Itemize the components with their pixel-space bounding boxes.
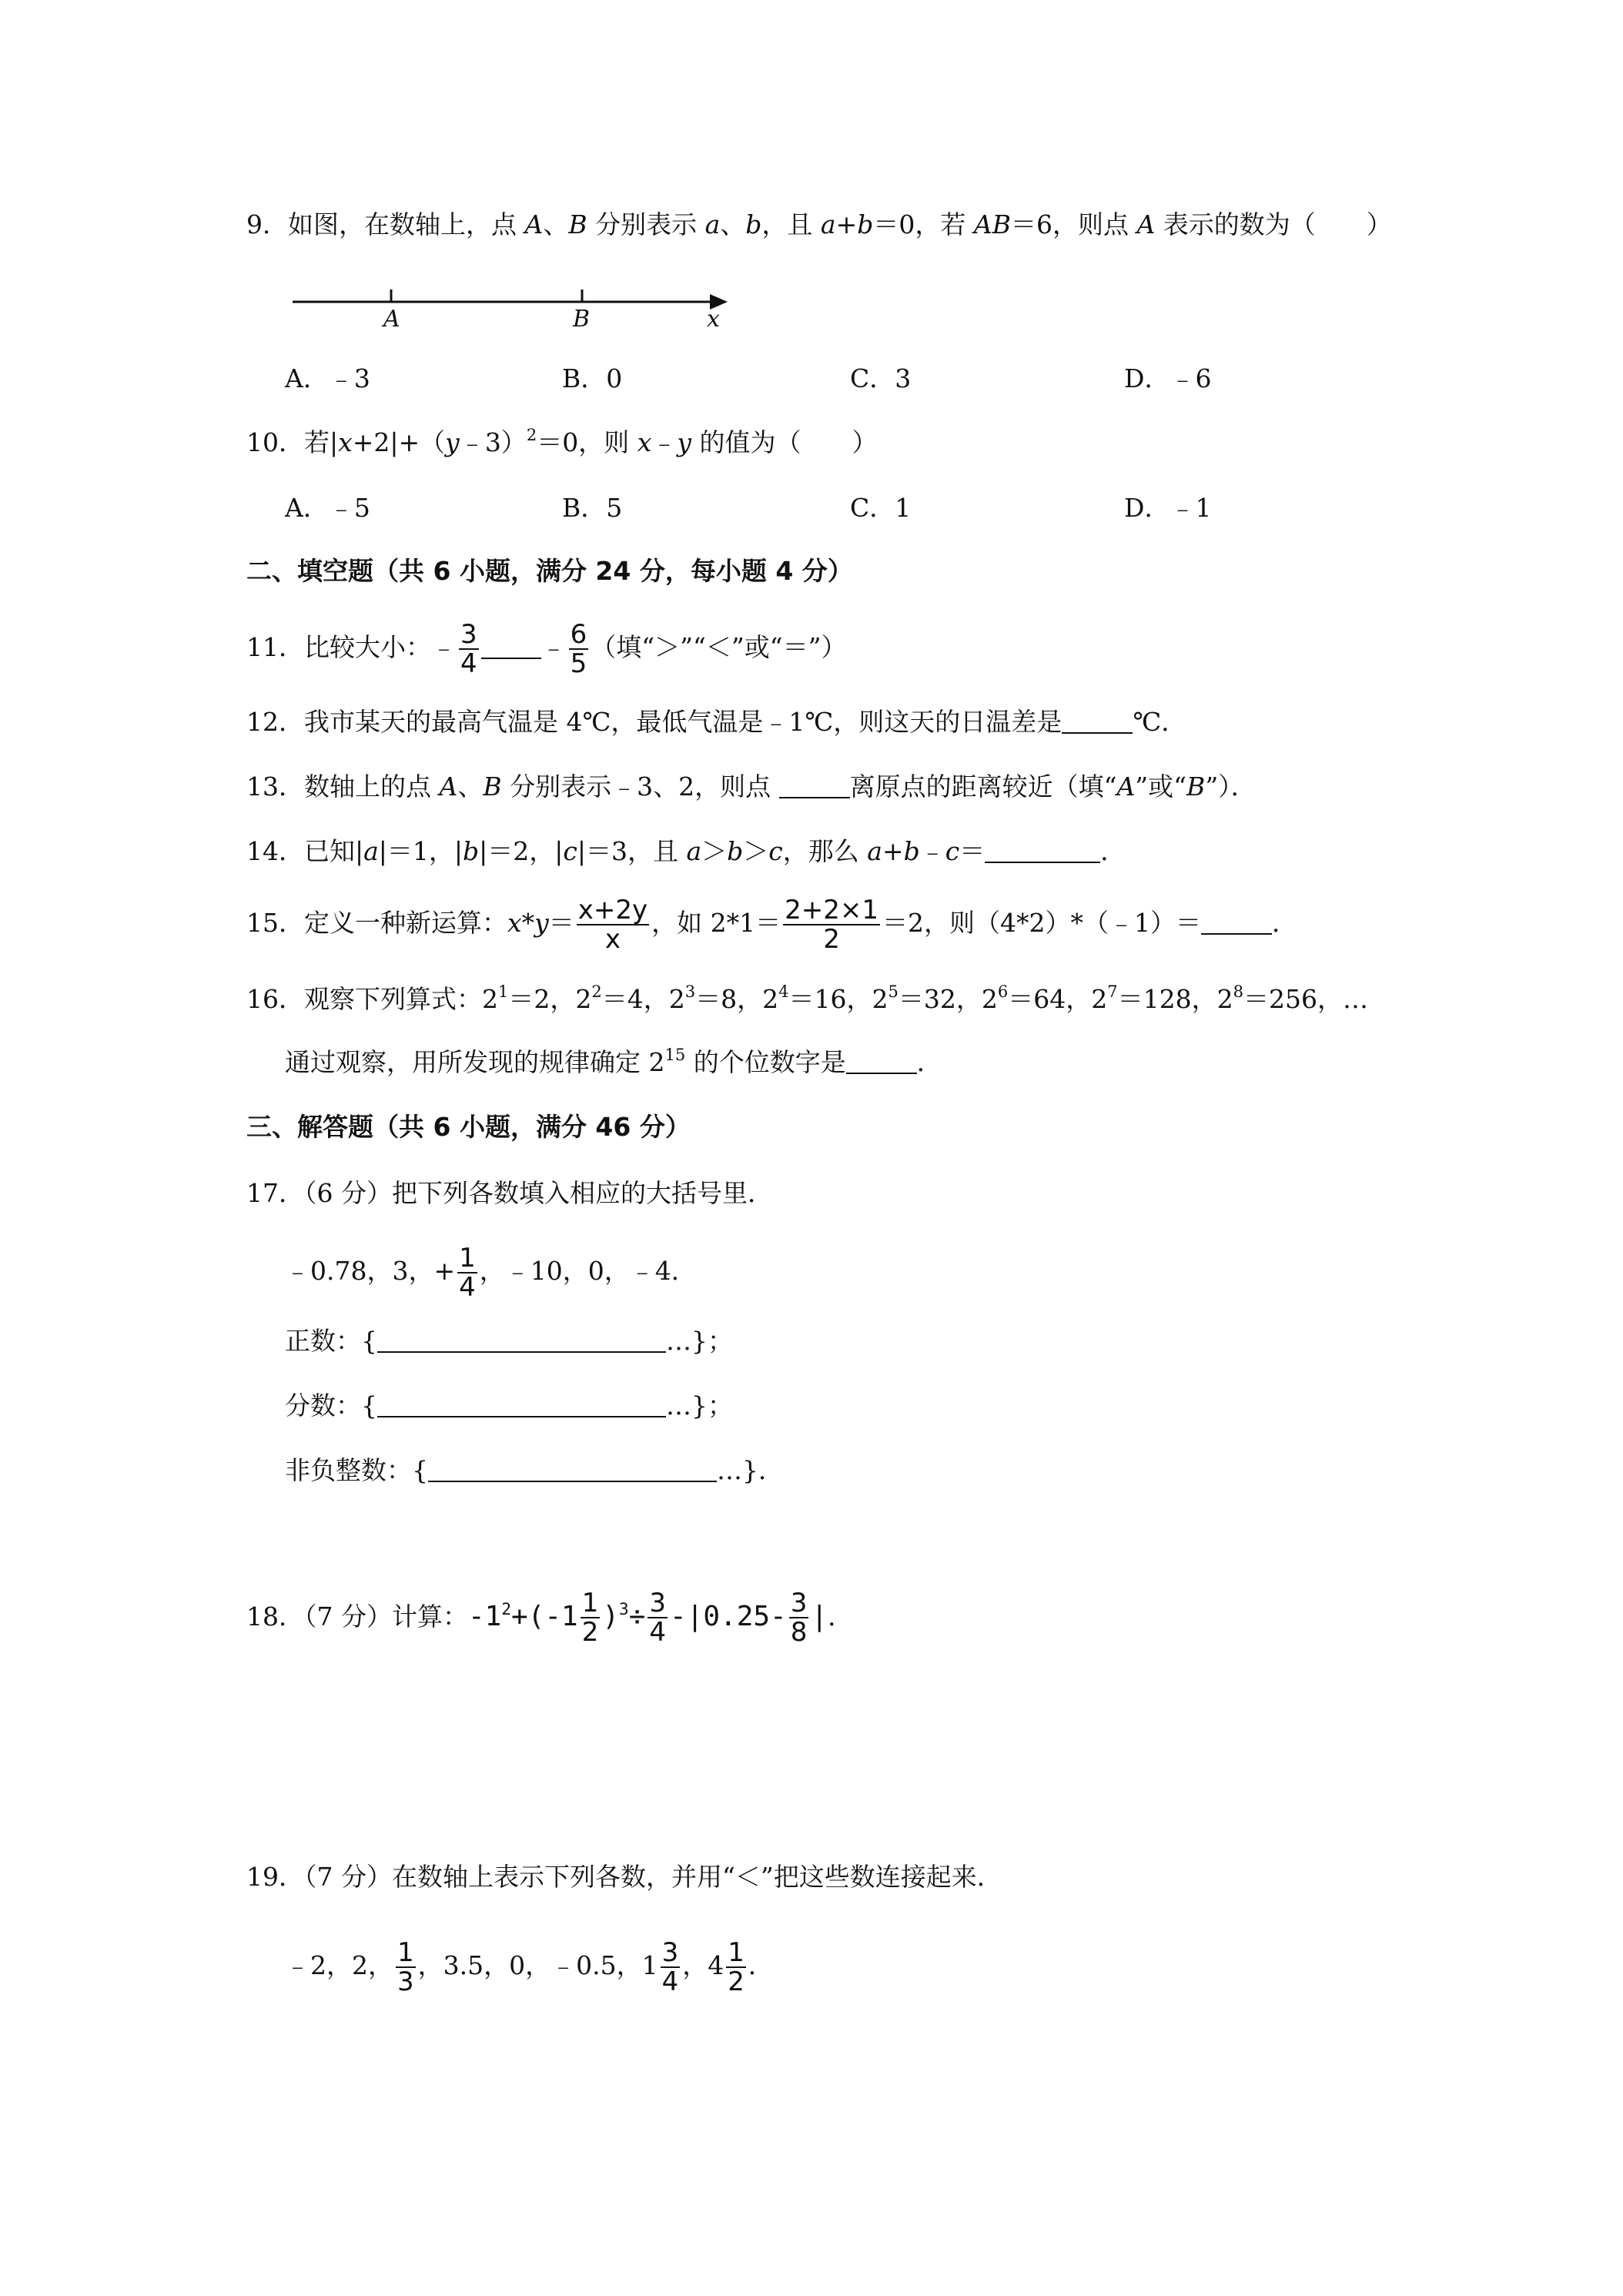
non-negative-integers-set: 非负整数：{ …}．: [285, 1455, 784, 1485]
answer-blank[interactable]: [1062, 732, 1133, 734]
power-3: $2^3=8$，: [668, 982, 763, 1014]
section-2-heading: 二、填空题（共 6 小题，满分 24 分，每小题 4 分）: [246, 556, 853, 586]
non-negative-integers-blank[interactable]: [428, 1481, 717, 1482]
fraction-3-4: $\frac{3}{4}$: [661, 1937, 679, 1997]
positive-numbers-blank[interactable]: [377, 1351, 666, 1353]
q10-choice-b[interactable]: B．5: [562, 493, 623, 523]
q9-choice-b[interactable]: B．0: [562, 363, 623, 393]
number-line-figure: [285, 279, 739, 333]
answer-blank[interactable]: [779, 797, 850, 798]
label-a: A: [383, 306, 400, 333]
answer-blank[interactable]: [481, 658, 541, 659]
fraction-1-4: $\frac{1}{4}$: [459, 1243, 476, 1303]
fraction-3-4: $\frac{3}{4}$: [649, 1588, 667, 1648]
question-17-numbers: ﹣0.78，3，+ $\frac{1}{4}$ ，﹣10，0，﹣4．: [285, 1243, 697, 1303]
q9-choice-d[interactable]: D．﹣6: [1124, 363, 1212, 393]
expression: $-1^2+(-1$ $\frac{1}{2}$ )$^3$÷ $\frac{3}{4}$ -|0.25- $\frac{3}{8}$ |: [467, 1588, 828, 1648]
power-7: $2^7=128$，: [1091, 982, 1217, 1014]
question-16-line-2: 通过观察，用所发现的规律确定 $2^{15}$ 的个位数字是 ．: [285, 1046, 942, 1077]
question-9-stem: 9．如图，在数轴上，点 A、B 分别表示 a、b，且 a+b＝0，若 AB＝6，则点 A 表示的数为（ ）: [246, 209, 1392, 239]
question-19-stem: 19．（7 分）在数轴上表示下列各数，并用“＜”把这些数连接起来．: [246, 1862, 1002, 1892]
q9-choice-c[interactable]: C．3: [850, 363, 912, 393]
answer-blank[interactable]: [985, 862, 1100, 863]
fractions-set: 分数：{ …}；: [285, 1391, 733, 1421]
question-13: 13．数轴上的点 A、B 分别表示﹣3、2，则点 离原点的距离较近（填“A”或“B”）．: [246, 771, 1257, 802]
question-18: 18．（7 分）计算：$-1^2+(-1$ $\frac{1}{2}$ )$^3$÷ $\frac{3}{4}$ -|0.25- $\frac{3}{8}$ |．: [246, 1588, 854, 1648]
power-6: $2^6=64$，: [981, 982, 1092, 1014]
fraction-3-4: $\frac{3}{4}$: [460, 619, 477, 679]
positive-numbers-set: 正数：{ …}；: [285, 1326, 733, 1356]
question-11: 11．比较大小：﹣ $\frac{3}{4}$ ﹣ $\frac{6}{5}$ （填“＞”“＜”或“＝”）: [246, 619, 847, 679]
q10-choice-c[interactable]: C．1: [850, 493, 912, 523]
power-4: $2^4=16$，: [762, 982, 872, 1014]
power-5: $2^5=32$，: [872, 982, 982, 1014]
fractions-blank[interactable]: [377, 1416, 666, 1417]
fraction-6-5: $\frac{6}{5}$: [570, 619, 587, 679]
question-19-numbers: ﹣2，2， $\frac{1}{3}$ ，3.5，0，﹣0.5，1 $\frac{3}{4}$ ，4 $\frac{1}{2}$ ．: [285, 1937, 774, 1997]
q10-choice-a[interactable]: A．﹣5: [285, 493, 370, 523]
label-b: B: [573, 306, 591, 333]
question-15: 15．定义一种新运算：x*y＝ $\frac{x+2y}{x}$ ，如 2*1＝ $\frac{2+2\times 1}{2}$ ＝2，则（4*2）*（﹣1）＝ ．: [246, 895, 1297, 955]
fraction-x-plus-2y-over-x: $\frac{x+2y}{x}$: [577, 895, 648, 955]
answer-blank[interactable]: [846, 1073, 917, 1074]
label-x: x: [707, 306, 720, 333]
question-14: 14．已知|a|＝1，|b|＝2，|c|＝3，且 a＞b＞c，那么 a+b﹣c＝ ．: [246, 836, 1126, 866]
q9-choice-a[interactable]: A．﹣3: [285, 363, 370, 393]
power-8: $2^8=256$，…: [1216, 982, 1368, 1014]
fraction-1-2: $\frac{1}{2}$: [581, 1588, 599, 1648]
question-17-stem: 17．（6 分）把下列各数填入相应的大括号里．: [246, 1178, 773, 1208]
answer-blank[interactable]: [1201, 933, 1272, 935]
question-12: 12．我市某天的最高气温是 4℃，最低气温是﹣1℃，则这天的日温差是 ℃．: [246, 707, 1187, 737]
power-2: $2^2=4$，: [575, 982, 669, 1014]
section-3-heading: 三、解答题（共 6 小题，满分 46 分）: [246, 1112, 691, 1142]
fraction-1-3: $\frac{1}{3}$: [397, 1937, 414, 1997]
fraction-example: $\frac{2+2\times 1}{2}$: [785, 895, 879, 955]
question-10-stem: 10．若|x+2|+（y﹣3）$^2$＝0，则 x﹣y 的值为（ ）: [246, 426, 878, 457]
q10-choice-d[interactable]: D．﹣1: [1124, 493, 1212, 523]
fraction-1-2: $\frac{1}{2}$: [728, 1937, 745, 1997]
fraction-3-8: $\frac{3}{8}$: [790, 1588, 808, 1648]
power-1: $2^1=2$，: [482, 982, 576, 1014]
question-16-line-1: 16．观察下列算式：$2^1=2$，$2^2=4$，$2^3=8$，$2^4=16$，$2^5=32$，$2^6=64$，$2^7=128$，$2^8=256$，…: [246, 982, 1368, 1014]
